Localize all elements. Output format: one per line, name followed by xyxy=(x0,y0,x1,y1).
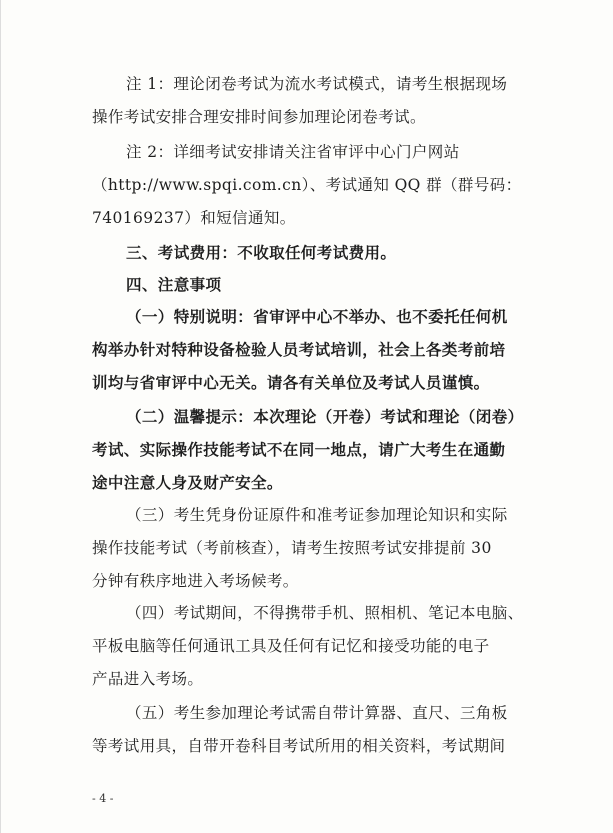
item-4-line-2: 平板电脑等任何通讯工具及任何有记忆和接受功能的电子 xyxy=(92,637,490,655)
item-2-line-3: 途中注意人身及财产安全。 xyxy=(92,473,283,492)
item-3-line-2: 操作技能考试（考前核查），请考生按照考试安排提前 30 xyxy=(92,539,492,557)
section-4-heading: 四、注意事项 xyxy=(126,275,222,294)
note-2-line-1: 注 2：详细考试安排请关注省审评中心门户网站 xyxy=(126,143,460,161)
item-1 xyxy=(92,300,532,399)
item-4 xyxy=(92,597,532,696)
note-1 xyxy=(92,68,532,134)
item-1-line-2: 构举办针对特种设备检验人员考试培训，社会上各类考前培 xyxy=(92,340,506,359)
item-2-line-2: 考试、实际操作技能考试不在同一地点，请广大考生在通勤 xyxy=(92,440,506,459)
item-3-line-3: 分钟有秩序地进入考场候考。 xyxy=(92,572,299,590)
section-3 xyxy=(92,236,532,269)
item-5-line-2: 等考试用具，自带开卷科目考试所用的相关资料，考试期间 xyxy=(92,737,506,755)
note-1-line-2: 操作考试安排合理安排时间参加理论闭卷考试。 xyxy=(92,108,426,126)
note-1-line-1: 注 1：理论闭卷考试为流水考试模式，请考生根据现场 xyxy=(126,75,508,93)
item-2-line-1: （二）温馨提示：本次理论（开卷）考试和理论（闭卷） xyxy=(126,407,524,426)
section-3-heading: 三、考试费用：不收取任何考试费用。 xyxy=(126,243,397,262)
note-2-line-2: （http://www.spqi.com.cn）、考试通知 QQ 群（群号码： xyxy=(92,176,522,194)
item-1-line-1: （一）特别说明：省审评中心不举办、也不委托任何机 xyxy=(126,307,508,326)
item-3 xyxy=(92,499,532,598)
item-2 xyxy=(92,400,532,499)
page-number: - 4 - xyxy=(92,792,114,805)
page-edge xyxy=(0,0,1,833)
section-4 xyxy=(92,268,532,301)
item-1-line-3: 训均与省审评中心无关。请各有关单位及考试人员谨慎。 xyxy=(92,373,490,392)
note-2-line-3: 740169237）和短信通知。 xyxy=(92,209,296,227)
item-3-line-1: （三）考生凭身份证原件和准考证参加理论知识和实际 xyxy=(126,506,508,524)
item-5 xyxy=(92,697,532,763)
item-4-line-1: （四）考试期间，不得携带手机、照相机、笔记本电脑、 xyxy=(126,604,524,622)
item-4-line-3: 产品进入考场。 xyxy=(92,670,204,688)
item-5-line-1: （五）考生参加理论考试需自带计算器、直尺、三角板 xyxy=(126,704,508,722)
note-2 xyxy=(92,136,532,235)
